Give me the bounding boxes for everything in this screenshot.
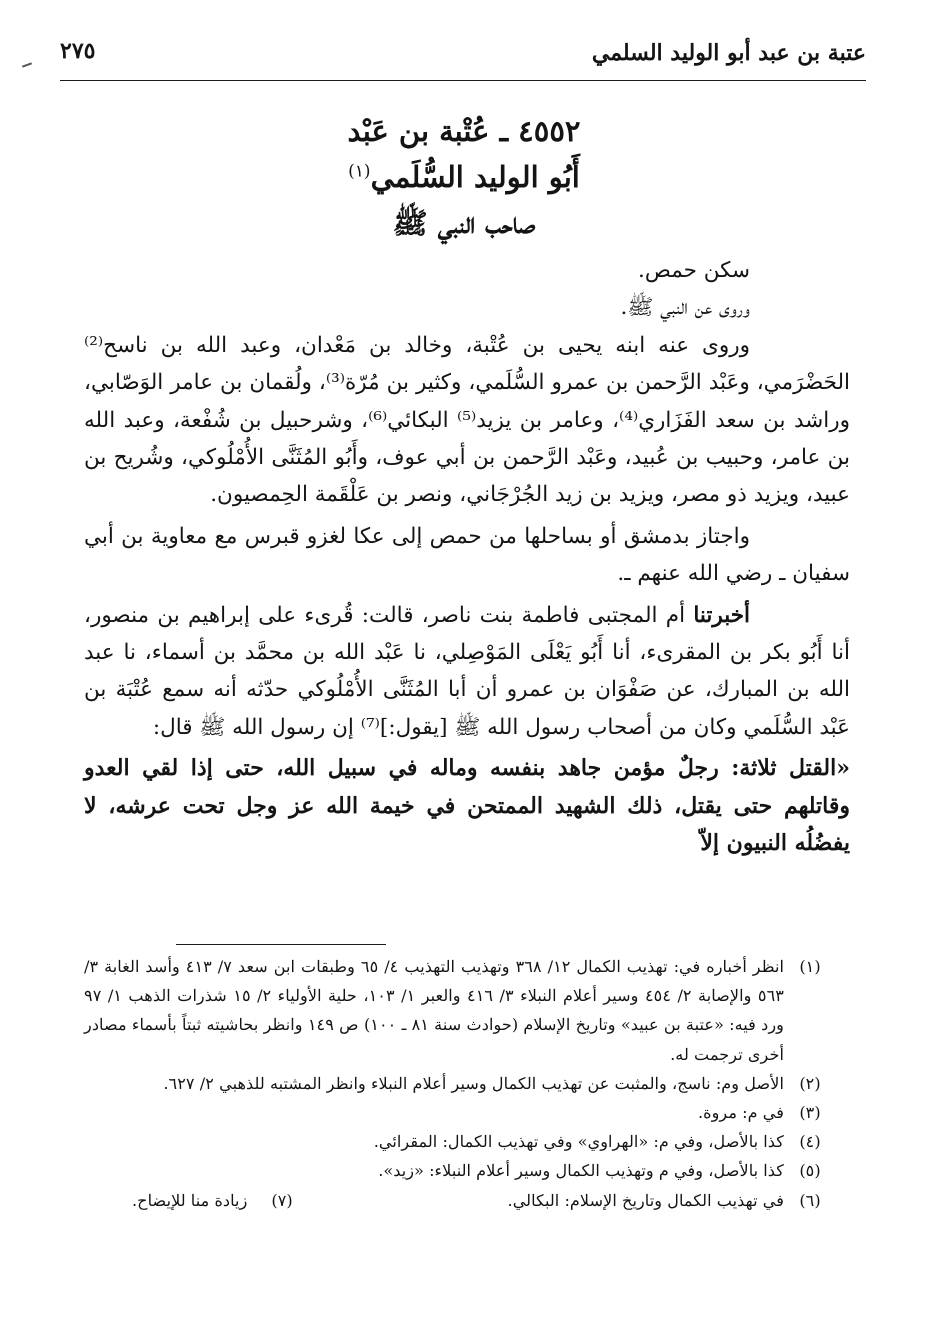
footnote-text: انظر أخباره في: تهذيب الكمال ١٢/ ٣٦٨ وتهذيب التهذيب ٤/ ٦٥ وطبقات ابن سعد ٧/ ٤١٣ وأسد الغابة ٣/ ٥٦٣ والإصابة ٢/ ٤٥٤ وسير أعلام النبلاء ٣/ ٤١٦ والعبر ١/ ١٠٣، حلية الأولياء ٢/ ١٥ شذرات الذهب ١/ ٩٧ ورد فيه: «عتبة بن عبيد» وتاريخ الإسلام (حوادث سنة ٨١ ـ ١٠٠) ص ١٤٩ وانظر بحاشيته ثبتاً بأسماء مصادر أخرى ترجمت له. <box>84 957 784 1064</box>
entry-title-line-1: ٤٥٥٢ ـ عُتْبة بن عَبْد <box>347 114 581 148</box>
stray-ink-mark <box>22 62 32 67</box>
footnote-6-7 <box>84 1186 828 1215</box>
footnote-3 <box>84 1098 828 1127</box>
footnote-4 <box>84 1127 828 1156</box>
hadith-text: «القتل ثلاثة: رجلٌ مؤمن جاهد بنفسه وماله في سبيل الله، حتى إذا لقي العدو وقاتلهم حتى يقتل، ذلك الشهيد الممتحن في خيمة الله عز وجل تحت عرشه، لا يفضُلُه النبيون إلاّ <box>84 755 850 857</box>
isnad-lead-word: أخبرتنا <box>693 602 750 628</box>
entry-title <box>120 108 808 246</box>
footnotes <box>84 952 828 1215</box>
footnote-2 <box>84 1069 828 1098</box>
paragraph-narrators: وروى عنه ابنه يحيى بن عُتْبة، وخالد بن مَعْدان، وعبد الله بن ناسح⁽²⁾ الحَضْرَمي، وعَبْد الرَّحمن بن عمرو السُّلَمي، وكثير بن مُرّة⁽³⁾، ولُقمان بن عامر الوَصّابي، وراشد بن سعد الفَزَاري⁽⁴⁾، وعامر بن يزيد⁽⁵⁾ البكائي⁽⁶⁾، وشرحبيل بن شُفْعة، وعبد الله بن عامر، وحبيب بن عُبيد، وعَبْد الرَّحمن بن أبي عوف، وأَبُو المُثَنَّى الأُمْلُوكي، وشُريح بن عبيد، ويزيد ذو مصر، ويزيد بن زيد الجُرْجَاني، ونصر بن عَلْقَمة الحِمصيون. <box>84 332 850 508</box>
paragraph-narrated-from: وروى عن النبي ﷺ. <box>620 295 750 321</box>
footnote-text: في تهذيب الكمال وتاريخ الإسلام: البكالي. <box>507 1190 784 1210</box>
footnote-number: (٧) <box>271 1190 293 1210</box>
footnote-number: (٥) <box>799 1161 821 1181</box>
footnote-text: كذا بالأصل، وفي م وتهذيب الكمال وسير أعلام النبلاء: «زيد». <box>378 1161 784 1181</box>
body-text <box>84 252 850 863</box>
footnote-ref-1: (١) <box>348 161 371 182</box>
isnad-text: أم المجتبى فاطمة بنت ناصر، قالت: قُرىء على إبراهيم بن منصور، أنا أَبُو بكر بن المقرىء، أنا أَبُو يَعْلَى المَوْصِلي، نا عَبْد الله بن محمَّد بن أسماء، نا عبد الله بن المبارك، عن صَفْوَان بن عمرو أن أبا المُثَنَّى الأُمْلُوكي حدّثه أنه سمع عُتْبَة بن عَبْد السُّلَمي وكان من أصحاب رسول الله ﷺ [يقول:]⁽⁷⁾ إن رسول الله ﷺ قال: <box>84 602 850 740</box>
entry-title-name: أَبُو الوليد السُّلَمي <box>370 160 580 194</box>
page-number: ٢٧٥ <box>60 38 96 64</box>
footnote-1 <box>84 952 828 1069</box>
footnote-7 <box>132 1186 293 1215</box>
footnote-separator <box>176 944 386 945</box>
footnote-text: زيادة منا للإيضاح. <box>132 1190 248 1210</box>
footnote-number: (٤) <box>799 1132 821 1152</box>
footnote-number: (٣) <box>799 1103 821 1123</box>
footnote-text: الأصل وم: ناسج، والمثبت عن تهذيب الكمال وسير أعلام النبلاء وانظر المشتبه للذهبي ٢/ ٦٢٧. <box>163 1073 784 1093</box>
paragraph-travel: واجتاز بدمشق أو بساحلها من حمص إلى عكا لغزو قبرس مع معاوية بن أبي سفيان ـ رضي الله عنهم ـ. <box>84 523 850 587</box>
footnote-number: (٢) <box>799 1073 821 1093</box>
footnote-text: كذا بالأصل، وفي م: «الهراوي» وفي تهذيب الكمال: المقرائي. <box>373 1132 784 1152</box>
paragraph-residence: سكن حمص. <box>638 258 750 283</box>
footnote-number: (١) <box>799 957 821 976</box>
running-header <box>60 34 866 81</box>
footnote-text: في م: مروة. <box>697 1103 784 1123</box>
footnote-5 <box>84 1156 828 1185</box>
paragraph-isnad <box>84 597 850 747</box>
footnote-number: (٦) <box>799 1190 821 1210</box>
running-title: عتبة بن عبد أبو الوليد السلمي <box>591 40 866 66</box>
entry-title-line-2 <box>120 154 808 200</box>
entry-title-line-3: صاحب النبي ﷺ <box>392 206 536 240</box>
